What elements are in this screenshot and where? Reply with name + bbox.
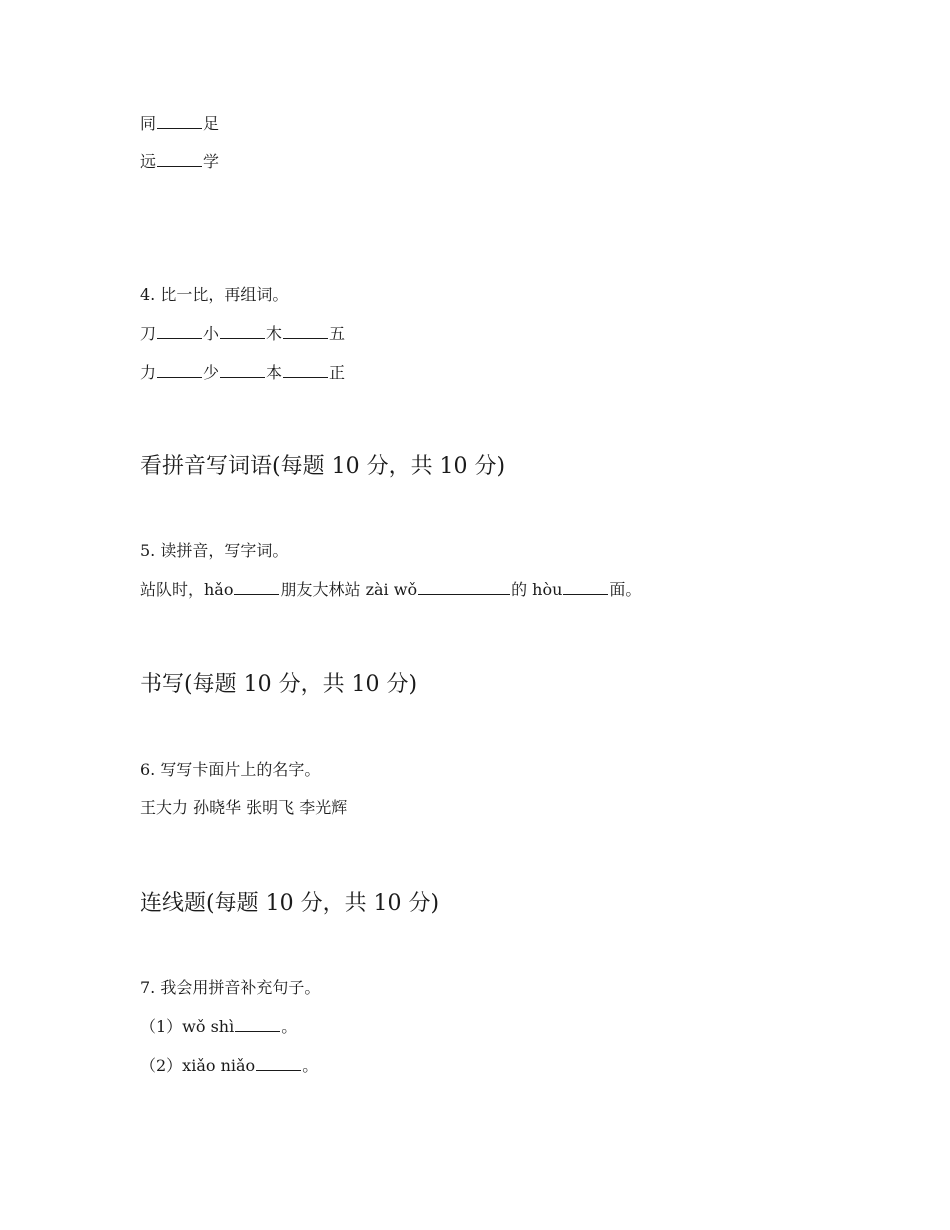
q5-part-1: 站队时，hǎo xyxy=(140,580,234,599)
q5-part-4: 面。 xyxy=(609,580,642,599)
q4-r2-blank-1[interactable] xyxy=(157,361,202,378)
q4-r1-blank-1[interactable] xyxy=(157,322,202,339)
q3-row-2 xyxy=(140,150,219,173)
q7-item-2-blank[interactable] xyxy=(256,1054,301,1071)
q7-item-2-text: （2）xiǎo niǎo xyxy=(140,1056,256,1075)
q3-row-2-blank[interactable] xyxy=(157,150,202,167)
q4-r1-c2: 小 xyxy=(203,324,220,343)
q5-prompt: 5. 读拼音，写字词。 xyxy=(140,541,289,560)
q3-row-1-blank[interactable] xyxy=(157,112,202,129)
q7-item-1-end: 。 xyxy=(281,1017,298,1036)
q3-row-1-left: 同 xyxy=(140,114,157,133)
q7-item-1 xyxy=(140,1015,297,1038)
q4-r1-c3: 木 xyxy=(266,324,283,343)
section-writing-title: 书写(每题 10 分，共 10 分) xyxy=(140,672,418,697)
q7-prompt: 7. 我会用拼音补充句子。 xyxy=(140,978,321,997)
q3-row-1-right: 足 xyxy=(203,114,220,133)
q7-item-2 xyxy=(140,1054,318,1077)
q4-r1-c1: 刀 xyxy=(140,324,157,343)
q4-r2-blank-2[interactable] xyxy=(220,361,265,378)
q4-r2-c2: 少 xyxy=(203,363,220,382)
q5-part-3: 的 hòu xyxy=(511,580,563,599)
q5-blank-1[interactable] xyxy=(234,578,279,595)
q3-row-1 xyxy=(140,112,219,135)
section-pinyin-title: 看拼音写词语(每题 10 分，共 10 分) xyxy=(140,454,506,479)
q4-r2-blank-3[interactable] xyxy=(283,361,328,378)
q5-blank-2[interactable] xyxy=(418,578,510,595)
q4-r1-c4: 五 xyxy=(329,324,346,343)
q7-item-1-text: （1）wǒ shì xyxy=(140,1017,235,1036)
q3-row-2-left: 远 xyxy=(140,152,157,171)
q7-item-2-end: 。 xyxy=(302,1056,319,1075)
section-matching-title: 连线题(每题 10 分，共 10 分) xyxy=(140,891,440,916)
q6-names: 王大力 孙晓华 张明飞 李光辉 xyxy=(140,798,348,817)
q3-row-2-right: 学 xyxy=(203,152,220,171)
q6-prompt: 6. 写写卡面片上的名字。 xyxy=(140,760,321,779)
q4-r2-c4: 正 xyxy=(329,363,346,382)
q7-item-1-blank[interactable] xyxy=(235,1015,280,1032)
q4-r2-c1: 力 xyxy=(140,363,157,382)
q4-r1-blank-3[interactable] xyxy=(283,322,328,339)
q5-sentence xyxy=(140,578,641,601)
q5-blank-3[interactable] xyxy=(563,578,608,595)
q4-row-1 xyxy=(140,322,345,345)
q5-part-2: 朋友大林站 zài wǒ xyxy=(280,580,418,599)
q4-prompt: 4. 比一比，再组词。 xyxy=(140,285,289,304)
q4-row-2 xyxy=(140,361,345,384)
q4-r2-c3: 本 xyxy=(266,363,283,382)
q4-r1-blank-2[interactable] xyxy=(220,322,265,339)
